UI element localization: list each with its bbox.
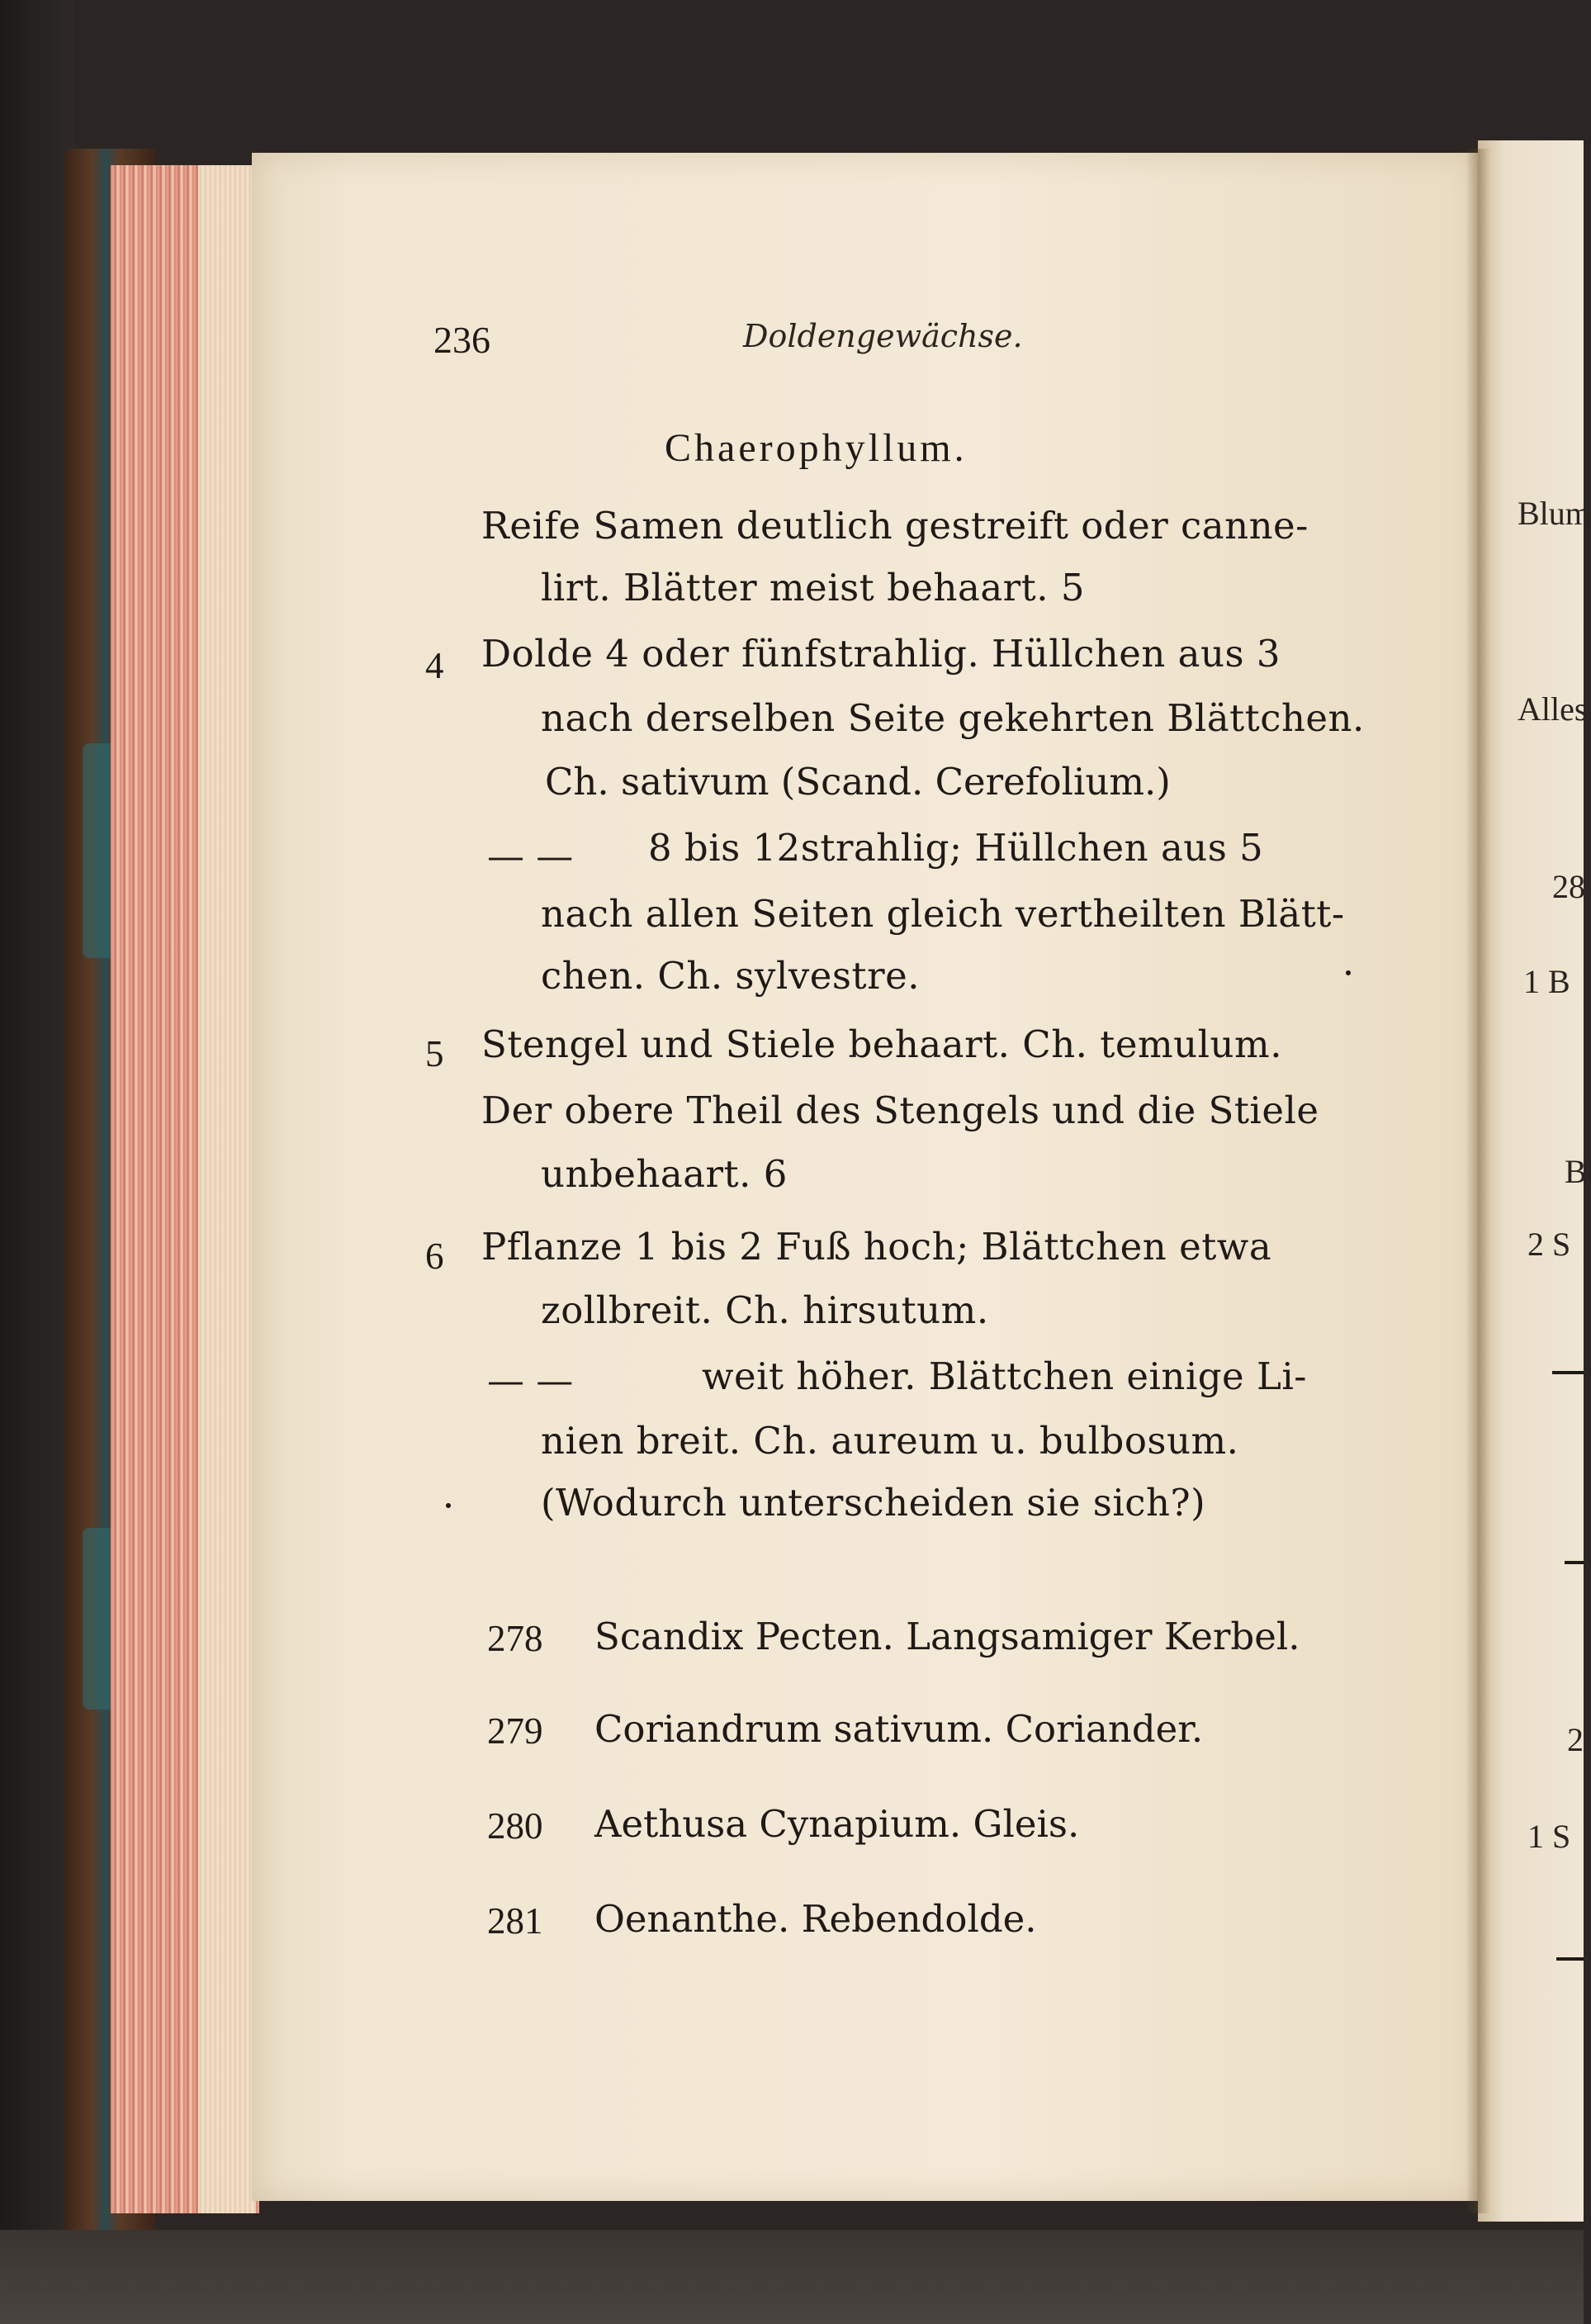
key-line: nien breit. Ch. aureum u. bulbosum. <box>541 1419 1239 1463</box>
facing-page-fragment: 28 <box>1552 868 1585 905</box>
key-line: weit höher. Blättchen einige Li- <box>702 1354 1307 1398</box>
entry-number: 281 <box>487 1900 543 1942</box>
key-line: nach allen Seiten gleich vertheilten Blätt- <box>541 892 1345 936</box>
key-number: 4 <box>425 645 444 686</box>
facing-page-fragment: 2 <box>1567 1721 1584 1758</box>
ink-dot <box>446 1503 451 1508</box>
key-number: 6 <box>425 1236 444 1277</box>
key-line: Pflanze 1 bis 2 Fuß hoch; Blättchen etwa <box>481 1225 1272 1269</box>
key-line: lirt. Blätter meist behaart. 5 <box>541 566 1085 609</box>
facing-page-fragment: Blum <box>1518 495 1591 532</box>
page-number: 236 <box>433 319 490 361</box>
entry-number: 279 <box>487 1710 543 1752</box>
facing-page-dash <box>1565 1561 1584 1564</box>
key-line: unbehaart. 6 <box>541 1152 788 1196</box>
facing-page-fragment: Alles <box>1518 690 1588 728</box>
section-title: Chaerophyllum. <box>665 426 968 470</box>
key-number: 5 <box>425 1033 444 1074</box>
facing-page-dash <box>1556 1957 1584 1961</box>
key-line: 8 bis 12strahlig; Hüllchen aus 5 <box>648 826 1264 870</box>
key-line: chen. Ch. sylvestre. <box>541 954 921 998</box>
key-dashes: — — <box>487 834 574 878</box>
key-line: Ch. sativum (Scand. Cerefolium.) <box>545 760 1171 804</box>
running-title: Doldengewächse. <box>743 318 1023 354</box>
facing-page-dash <box>1552 1371 1584 1374</box>
facing-page-fragment: B <box>1565 1153 1587 1190</box>
entry-text: Aethusa Cynapium. Gleis. <box>594 1802 1080 1846</box>
key-line: (Wodurch unterscheiden sie sich?) <box>541 1481 1206 1525</box>
entry-number: 280 <box>487 1805 543 1847</box>
entry-text: Scandix Pecten. Langsamiger Kerbel. <box>594 1615 1300 1658</box>
entry-number: 278 <box>487 1618 543 1659</box>
facing-page-fragment: 1 B <box>1523 963 1570 1000</box>
key-line: Der obere Theil des Stengels und die Stiele <box>481 1088 1319 1132</box>
ink-dot <box>1346 970 1351 975</box>
key-line: Stengel und Stiele behaart. Ch. temulum. <box>481 1022 1283 1066</box>
key-dashes: — — <box>487 1359 574 1402</box>
entry-text: Coriandrum sativum. Coriander. <box>594 1707 1204 1751</box>
key-line: Reife Samen deutlich gestreift oder canne- <box>481 504 1309 548</box>
key-line: Dolde 4 oder fünfstrahlig. Hüllchen aus 3 <box>481 632 1281 676</box>
facing-page-fragment: 1 S <box>1527 1818 1571 1855</box>
key-line: zollbreit. Ch. hirsutum. <box>541 1288 989 1332</box>
entry-text: Oenanthe. Rebendolde. <box>594 1897 1037 1941</box>
key-line: nach derselben Seite gekehrten Blättchen. <box>541 696 1365 740</box>
facing-page-fragment: 2 S <box>1527 1226 1571 1263</box>
